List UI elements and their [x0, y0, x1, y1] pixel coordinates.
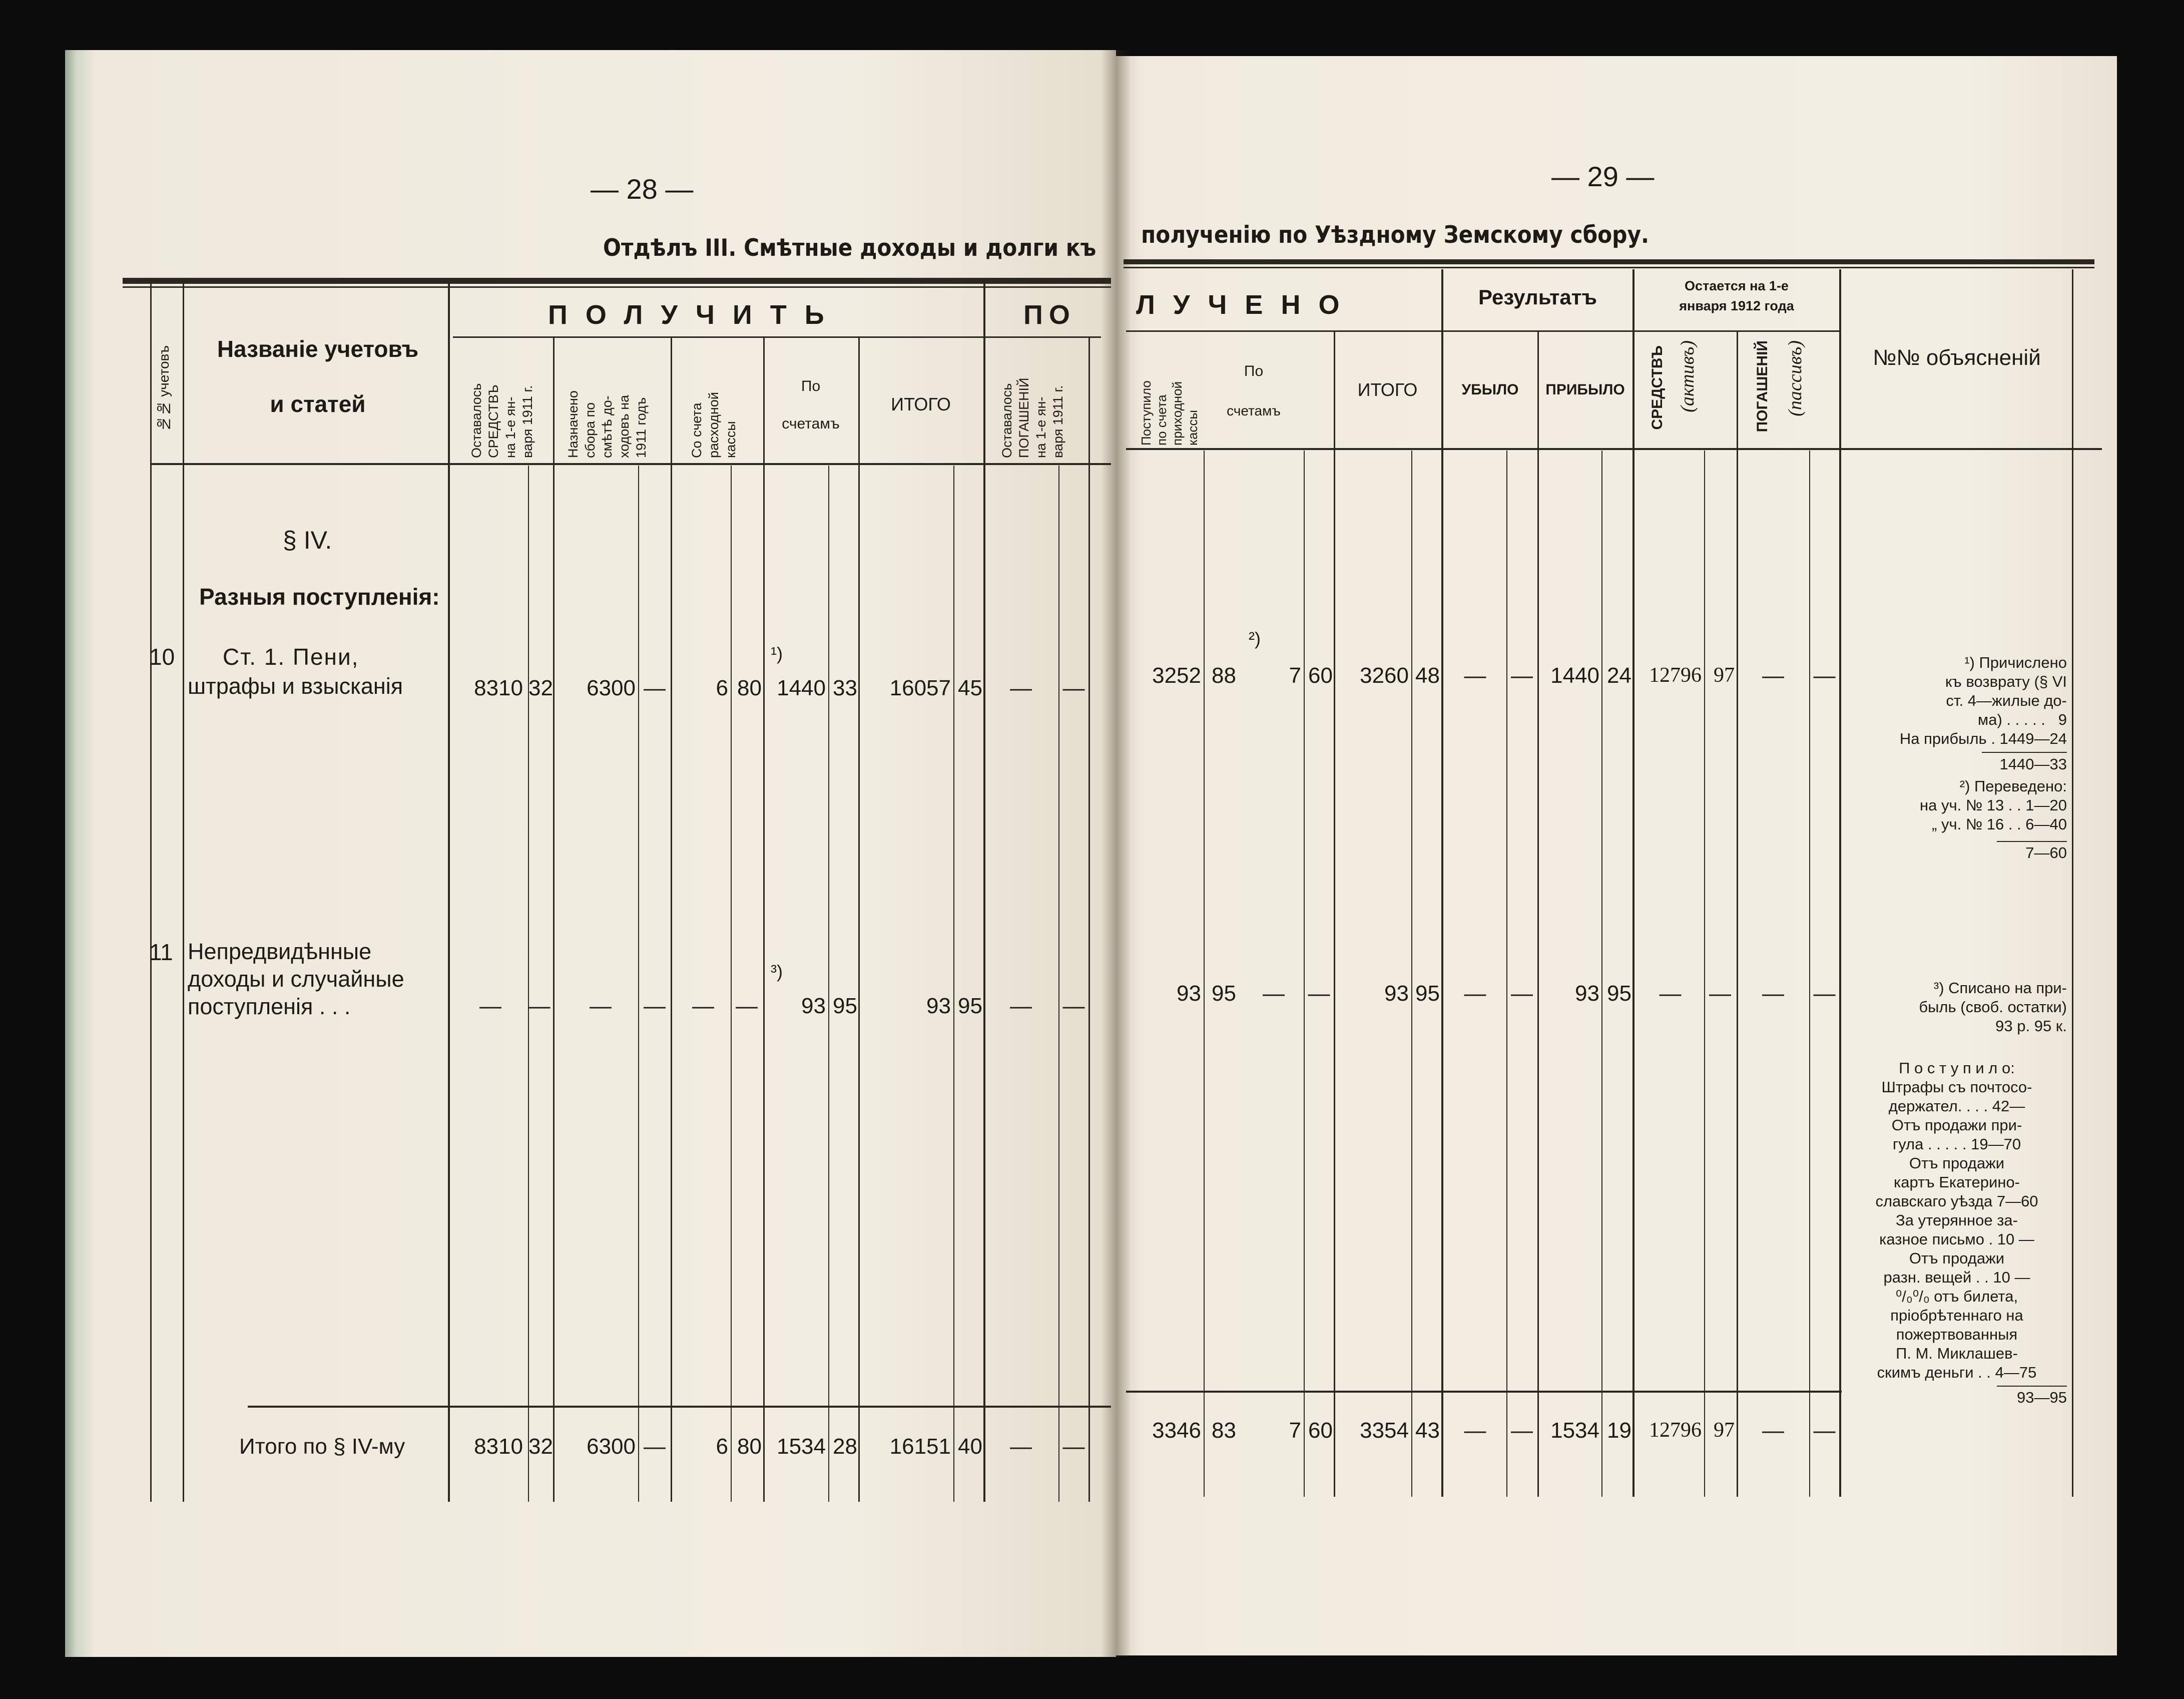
header-by-accounts-1: По [801, 378, 821, 394]
header-result: Результатъ [1478, 285, 1597, 309]
header-repay-note: (пассивъ) [1785, 340, 1806, 416]
note-3-detail: П о с т у п и л о: Штрафы съ почтосо- держател. . . . 42— Отъ продажи при- гула . . . . . 19—70 Отъ продажи картъ Екатерино- славскаго уѣзда 7—60 За утерянное за- казное письмо . 10 — Отъ продажи разн. вещей . . 10 — ⁰/₀⁰/₀ отъ билета, пріобрѣтеннаго на пожертвованныя П. М. Миклашев- скимъ деньги . . 4—75 [1875, 1059, 2038, 1381]
cell-kopecks: 24 [1607, 663, 1631, 688]
header-group-receive: ПОЛУЧИТЬ [548, 300, 842, 330]
cell-kopecks: — [1308, 981, 1330, 1006]
section-heading-right: полученію по Уѣздному Земскому сбору. [1141, 221, 1650, 249]
total-rubles: — [1762, 1418, 1784, 1443]
cell-kopecks: — [1062, 994, 1085, 1018]
page-number-left: — 28 — [591, 173, 694, 205]
row-number: 10 [149, 644, 175, 670]
header-by-accounts-2: счетамъ [1227, 403, 1281, 418]
cell-rubles: — [1263, 981, 1285, 1006]
cell-rubles: 3252 [1152, 663, 1201, 688]
cell-kopecks: — [1511, 663, 1533, 688]
note-rule [1982, 752, 2067, 753]
cell-kopecks: 33 [833, 676, 857, 700]
row-name: штрафы и взысканія [188, 673, 403, 699]
col-line [1632, 269, 1634, 1497]
col-line [1441, 269, 1443, 1497]
cell-kopecks: 88 [1212, 663, 1236, 688]
total-kopecks: 80 [737, 1434, 762, 1459]
note-2-sum: 7—60 [2025, 844, 2067, 862]
header-explanations: №№ объясненій [1873, 345, 2041, 370]
col-line [763, 336, 765, 1502]
kopeck-line [1304, 451, 1305, 1497]
col-line [150, 280, 152, 1502]
header-total: ИТОГО [1357, 379, 1418, 400]
cell-rubles: 16057 [889, 676, 951, 700]
total-rubles: 6 [716, 1434, 728, 1459]
cell-rubles: — [692, 994, 714, 1018]
cell-rubles: 8310 [474, 676, 523, 700]
kopeck-line [953, 466, 954, 1502]
header-account-no: №№ учетовъ [156, 345, 172, 432]
section-heading-left: Отдѣлъ III. Смѣтные доходы и долги къ [603, 234, 1097, 262]
cell-rubles: 3260 [1360, 663, 1409, 688]
header-by-accounts-2: счетамъ [782, 415, 840, 432]
kopeck-line [731, 466, 732, 1502]
col-line [183, 280, 184, 1502]
header-repay: ПОГАШЕНІЙ [1754, 340, 1771, 433]
total-kopecks: 97 [1714, 1419, 1735, 1442]
header-total: ИТОГО [891, 394, 951, 414]
footnote-mark: ¹) [771, 643, 783, 664]
kopeck-line [1058, 466, 1059, 1502]
header-assigned: Назначено сбора по смѣтѣ до- ходовъ на 1911 годъ [566, 390, 649, 458]
cell-kopecks: 32 [528, 676, 553, 700]
note-2: ²) Переведено: на уч. № 13 . . 1—20 „ уч. № 16 . . 6—40 [1920, 777, 2067, 833]
cell-rubles: 93 [1177, 981, 1201, 1006]
note-rule [1997, 841, 2067, 842]
cell-kopecks: 48 [1415, 663, 1440, 688]
cell-kopecks: 95 [833, 994, 857, 1018]
cell-rubles: — [1464, 981, 1486, 1006]
total-rubles: 3346 [1152, 1418, 1201, 1443]
col-line [2072, 269, 2073, 1497]
cell-rubles: 12796 [1649, 664, 1702, 687]
kopeck-line [638, 466, 639, 1502]
cell-rubles: — [479, 994, 501, 1018]
col-line [858, 336, 860, 1502]
rule-total [248, 1406, 1111, 1408]
kopeck-line [828, 466, 829, 1502]
total-rubles: 1534 [1550, 1418, 1599, 1443]
header-loss: УБЫЛО [1461, 381, 1519, 398]
total-rubles: 8310 [474, 1434, 523, 1459]
cell-rubles: — [590, 994, 612, 1018]
col-line [1839, 269, 1841, 1497]
kopeck-line [1601, 451, 1602, 1497]
header-received-income: Поступило по счета приходной кассы [1139, 380, 1200, 446]
total-kopecks: 19 [1607, 1418, 1631, 1443]
row-name: поступленія . . . [188, 994, 351, 1019]
cell-rubles: 6300 [587, 676, 636, 700]
cell-kopecks: — [644, 994, 666, 1018]
total-kopecks: 40 [958, 1434, 982, 1459]
totals-label: Итого по § IV-му [239, 1434, 405, 1459]
col-line [983, 280, 985, 1502]
note-3: ³) Списано на при- быль (своб. остатки) 93 р. 95 к. [1919, 979, 2067, 1035]
cell-rubles: 1440 [777, 676, 826, 700]
cell-rubles: 93 [1575, 981, 1599, 1006]
footnote-mark: ²) [1249, 628, 1261, 649]
row-name: Ст. 1. Пени, [223, 644, 359, 670]
total-kopecks: 32 [528, 1434, 553, 1459]
rule-thick-top [1124, 259, 2094, 264]
cell-rubles: 93 [1384, 981, 1409, 1006]
cell-rubles: 93 [801, 994, 826, 1018]
cell-kopecks: — [1709, 981, 1731, 1006]
note-1: ¹) Причислено къ возврату (§ VI ст. 4—жилые до- ма) . . . . . 9 На прибыль . 1449—24 [1899, 654, 2067, 747]
total-rubles: 7 [1289, 1418, 1301, 1443]
kopeck-line [1204, 451, 1205, 1497]
total-kopecks: — [1511, 1418, 1533, 1443]
header-profit: ПРИБЫЛО [1545, 381, 1625, 398]
row-number: 11 [149, 939, 173, 965]
rule-group-sub [1126, 330, 1839, 332]
header-remains-1: Остается на 1-е [1685, 278, 1789, 293]
total-kopecks: 28 [833, 1434, 857, 1459]
col-line [1334, 330, 1335, 1497]
total-kopecks: 43 [1415, 1418, 1440, 1443]
kopeck-line [1704, 451, 1705, 1497]
cell-rubles: 1440 [1550, 663, 1599, 688]
header-means-note: (активъ) [1677, 340, 1698, 412]
cell-rubles: — [1659, 981, 1682, 1006]
total-rubles: 16151 [889, 1434, 951, 1459]
rule-thin-top [123, 286, 1111, 288]
header-remaining-repay: Оставалось ПОГАШЕНІЙ на 1-е ян- варя 1911 г. [999, 377, 1065, 458]
note-3-sum: 93—95 [2017, 1389, 2067, 1406]
cell-kopecks: 95 [1212, 981, 1236, 1006]
cell-rubles: 6 [716, 676, 728, 700]
section-number: § IV. [283, 526, 332, 554]
col-line [1537, 330, 1539, 1497]
page-number-right: — 29 — [1551, 161, 1655, 192]
kopeck-line [1506, 451, 1507, 1497]
rule-header-bottom [1126, 448, 2102, 450]
total-kopecks: — [644, 1434, 666, 1459]
total-rubles: — [1010, 1434, 1032, 1459]
cell-kopecks: — [644, 676, 666, 700]
cell-rubles: — [1762, 981, 1784, 1006]
header-name-2: и статей [270, 391, 366, 417]
header-remaining-means: Оставалось СРЕДСТВЪ на 1-е ян- варя 1911 г. [469, 383, 535, 458]
rule-thick-top [123, 278, 1111, 284]
total-rubles: 3354 [1360, 1418, 1409, 1443]
cell-kopecks: — [528, 994, 551, 1018]
total-kopecks: — [1813, 1418, 1836, 1443]
total-rubles: 1534 [777, 1434, 826, 1459]
header-by-accounts-1: По [1244, 363, 1264, 379]
kopeck-line [1809, 451, 1810, 1497]
cell-rubles: — [1010, 676, 1032, 700]
total-kopecks: 83 [1212, 1418, 1236, 1443]
total-rubles: — [1464, 1418, 1486, 1443]
col-line [1088, 336, 1090, 1502]
col-line [553, 336, 555, 1502]
note-1-sum: 1440—33 [1999, 755, 2067, 773]
cell-kopecks: 95 [958, 994, 982, 1018]
cell-kopecks: 97 [1714, 664, 1735, 687]
col-line [448, 280, 450, 1502]
header-from-expense: Со счета расходной кассы [689, 392, 738, 458]
header-group-received-end: ЛУЧЕНО [1136, 290, 1358, 320]
footnote-mark: ³) [771, 961, 783, 982]
col-line [671, 336, 672, 1502]
col-line [1737, 330, 1738, 1497]
cell-kopecks: 80 [737, 676, 762, 700]
cell-kopecks: — [736, 994, 758, 1018]
rule-total [1126, 1391, 1842, 1393]
cell-rubles: — [1464, 663, 1486, 688]
cell-kopecks: 45 [958, 676, 982, 700]
cell-kopecks: 95 [1415, 981, 1440, 1006]
header-group-received-start: ПО [1023, 300, 1076, 330]
kopeck-line [1411, 451, 1412, 1497]
cell-kopecks: 60 [1308, 663, 1333, 688]
total-kopecks: — [1062, 1434, 1085, 1459]
cell-rubles: — [1762, 663, 1784, 688]
cell-rubles: — [1010, 994, 1032, 1018]
rule-header-bottom [150, 463, 1111, 465]
book-gutter [1101, 50, 1131, 1657]
kopeck-line [528, 466, 529, 1502]
section-title: Разныя поступленія: [199, 584, 440, 610]
cell-rubles: 93 [926, 994, 951, 1018]
header-means: СРЕДСТВЪ [1649, 345, 1666, 430]
cell-kopecks: — [1813, 663, 1836, 688]
cell-kopecks: — [1511, 981, 1533, 1006]
cell-kopecks: 95 [1607, 981, 1631, 1006]
rule-thin-top [1124, 267, 2094, 268]
total-rubles: 12796 [1649, 1419, 1702, 1442]
header-name-1: Названіе учетовъ [217, 336, 419, 362]
note-rule [1997, 1386, 2067, 1387]
row-name: Непредвидѣнные [188, 939, 372, 964]
header-remains-2: января 1912 года [1679, 298, 1794, 313]
total-kopecks: 60 [1308, 1418, 1333, 1443]
cell-kopecks: — [1062, 676, 1085, 700]
cell-rubles: 7 [1289, 663, 1301, 688]
row-name: доходы и случайные [188, 966, 404, 992]
left-page [65, 50, 1116, 1657]
cell-kopecks: — [1813, 981, 1836, 1006]
rule-group-sub [453, 336, 1101, 338]
total-rubles: 6300 [587, 1434, 636, 1459]
